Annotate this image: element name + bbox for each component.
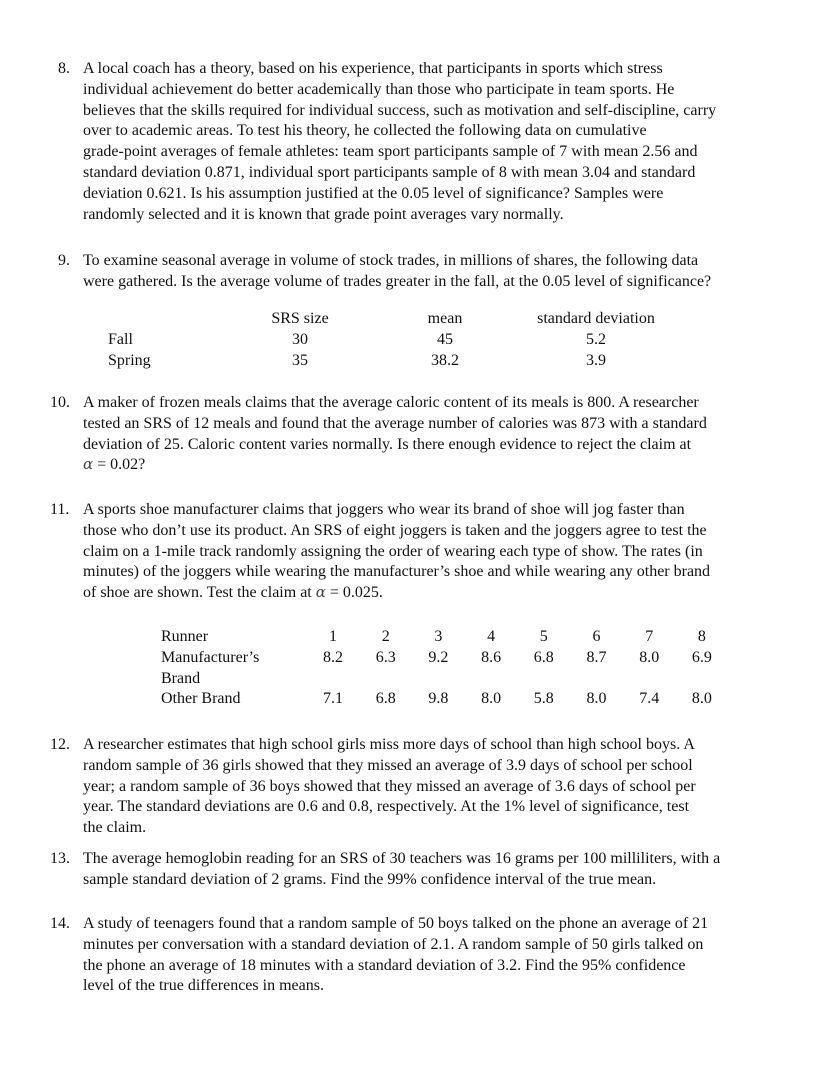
question-text-line: year. The standard deviations are 0.6 and 0.8, respectively. At the 1% level of significance, test	[83, 798, 690, 816]
row-label: Runner	[161, 628, 209, 645]
runner-number: 8	[697, 628, 706, 645]
other-brand-time: 5.8	[533, 690, 554, 708]
question-text-line	[83, 582, 383, 603]
manufacturer-time: 6.8	[533, 648, 554, 666]
runner-number: 6	[592, 628, 601, 645]
question-text-line: A study of teenagers found that a random sample of 50 boys talked on the phone an average of 21	[83, 915, 709, 932]
question-text-line: the phone an average of 18 minutes with a standard deviation of 3.2. Find the 95% confidence	[83, 956, 686, 974]
table-cell: 35	[292, 351, 308, 369]
other-brand-time: 8.0	[586, 690, 607, 708]
question-text-line: level of the true differences in means.	[83, 977, 324, 995]
question-text-line: The average hemoglobin reading for an SRS of 30 teachers was 16 grams per 100 milliliters, with a	[83, 850, 721, 867]
alpha-symbol: α	[315, 583, 326, 602]
table-cell: 45	[437, 330, 453, 348]
text: of shoe are shown. Test the claim at	[83, 584, 316, 602]
runner-number: 7	[645, 628, 654, 645]
question-text-line: minutes per conversation with a standard deviation of 2.1. A random sample of 50 girls talked on	[83, 935, 704, 953]
question-text-line	[83, 454, 145, 475]
question-text-line: A maker of frozen meals claims that the average caloric content of its meals is 800. A researcher	[83, 394, 699, 411]
other-brand-time: 9.8	[428, 690, 449, 708]
question-text-line: tested an SRS of 12 meals and found that the average number of calories was 873 with a standard	[83, 414, 707, 432]
question-text-line: minutes) of the joggers while wearing the manufacturer’s shoe and while wearing any other brand	[83, 563, 711, 581]
other-brand-time: 7.4	[639, 690, 660, 708]
question-text-line: those who don’t use its product. An SRS of eight joggers is taken and the joggers agree to test the	[83, 521, 707, 539]
question-number: 9.	[58, 252, 70, 269]
table-cell: 3.9	[586, 351, 606, 369]
question-text-line: sample standard deviation of 2 grams. Find the 99% confidence interval of the true mean.	[83, 870, 657, 888]
row-label: Fall	[108, 330, 133, 348]
other-brand-time: 7.1	[323, 690, 343, 708]
alpha-symbol: α	[83, 455, 94, 474]
question-text-line: claim on a 1-mile track randomly assigning the order of wearing each type of show. The rates (in	[83, 542, 703, 560]
column-header: standard deviation	[537, 310, 655, 327]
question-number: 12.	[50, 736, 70, 753]
manufacturer-time: 8.0	[639, 648, 660, 666]
question-text-line: grade-point averages of female athletes: team sport participants sample of 7 with mean 2.56 and	[83, 143, 698, 161]
manufacturer-time: 8.2	[323, 648, 343, 666]
manufacturer-time: 9.2	[428, 648, 449, 666]
question-text-line: A local coach has a theory, based on his experience, that participants in sports which stress	[83, 60, 663, 77]
alpha-value: = 0.02?	[93, 456, 146, 474]
runner-number: 3	[434, 628, 443, 645]
runner-number: 4	[487, 628, 496, 645]
other-brand-time: 8.0	[691, 690, 712, 708]
alpha-value: = 0.025.	[325, 584, 383, 602]
question-text-line: were gathered. Is the average volume of trades greater in the fall, at the 0.05 level of significance?	[83, 272, 712, 290]
row-label: Brand	[161, 669, 201, 687]
manufacturer-time: 8.6	[481, 648, 502, 666]
question-text-line: To examine seasonal average in volume of stock trades, in millions of shares, the following data	[83, 252, 699, 269]
row-label: Manufacturer’s	[161, 648, 260, 666]
question-number: 8.	[58, 60, 70, 77]
question-number: 10.	[50, 394, 70, 411]
column-header: mean	[427, 310, 463, 327]
row-label: Other Brand	[161, 690, 241, 708]
column-header: SRS size	[271, 310, 329, 327]
runner-number: 2	[381, 628, 390, 645]
other-brand-time: 8.0	[481, 690, 502, 708]
question-text-line: deviation 0.621. Is his assumption justified at the 0.05 level of significance? Samples were	[83, 184, 664, 202]
question-text-line: believes that the skills required for individual success, such as motivation and self-discipline, carry	[83, 101, 717, 119]
question-text-line: A sports shoe manufacturer claims that joggers who wear its brand of shoe will jog faster than	[83, 501, 685, 518]
other-brand-time: 6.8	[375, 690, 396, 708]
question-text-line: randomly selected and it is known that grade point averages vary normally.	[83, 205, 564, 223]
question-text-line: over to academic areas. To test his theory, he collected the following data on cumulative	[83, 122, 647, 140]
row-label: Spring	[108, 351, 151, 369]
runner-number: 5	[539, 628, 548, 645]
question-number: 11.	[50, 501, 70, 518]
question-text-line: deviation of 25. Caloric content varies normally. Is there enough evidence to reject the claim at	[83, 435, 692, 453]
question-text-line: the claim.	[83, 819, 147, 837]
question-text-line: standard deviation 0.871, individual sport participants sample of 8 with mean 3.04 and standard	[83, 164, 696, 181]
manufacturer-time: 6.9	[691, 648, 712, 666]
question-text-line: random sample of 36 girls showed that they missed an average of 3.9 days of school per school	[83, 756, 693, 774]
question-number: 14.	[50, 915, 70, 932]
runner-number: 1	[329, 628, 337, 645]
question-number: 13.	[50, 850, 70, 867]
manufacturer-time: 8.7	[586, 648, 607, 666]
question-text-line: year; a random sample of 36 boys showed that they missed an average of 3.6 days of school per	[83, 777, 696, 795]
question-text-line: A researcher estimates that high school girls miss more days of school than high school boys. A	[83, 736, 695, 753]
table-cell: 5.2	[586, 330, 606, 348]
question-text-line: individual achievement do better academically than those who participate in team sports. He	[83, 80, 675, 98]
table-cell: 30	[292, 330, 308, 348]
manufacturer-time: 6.3	[375, 648, 396, 666]
table-cell: 38.2	[431, 351, 459, 369]
